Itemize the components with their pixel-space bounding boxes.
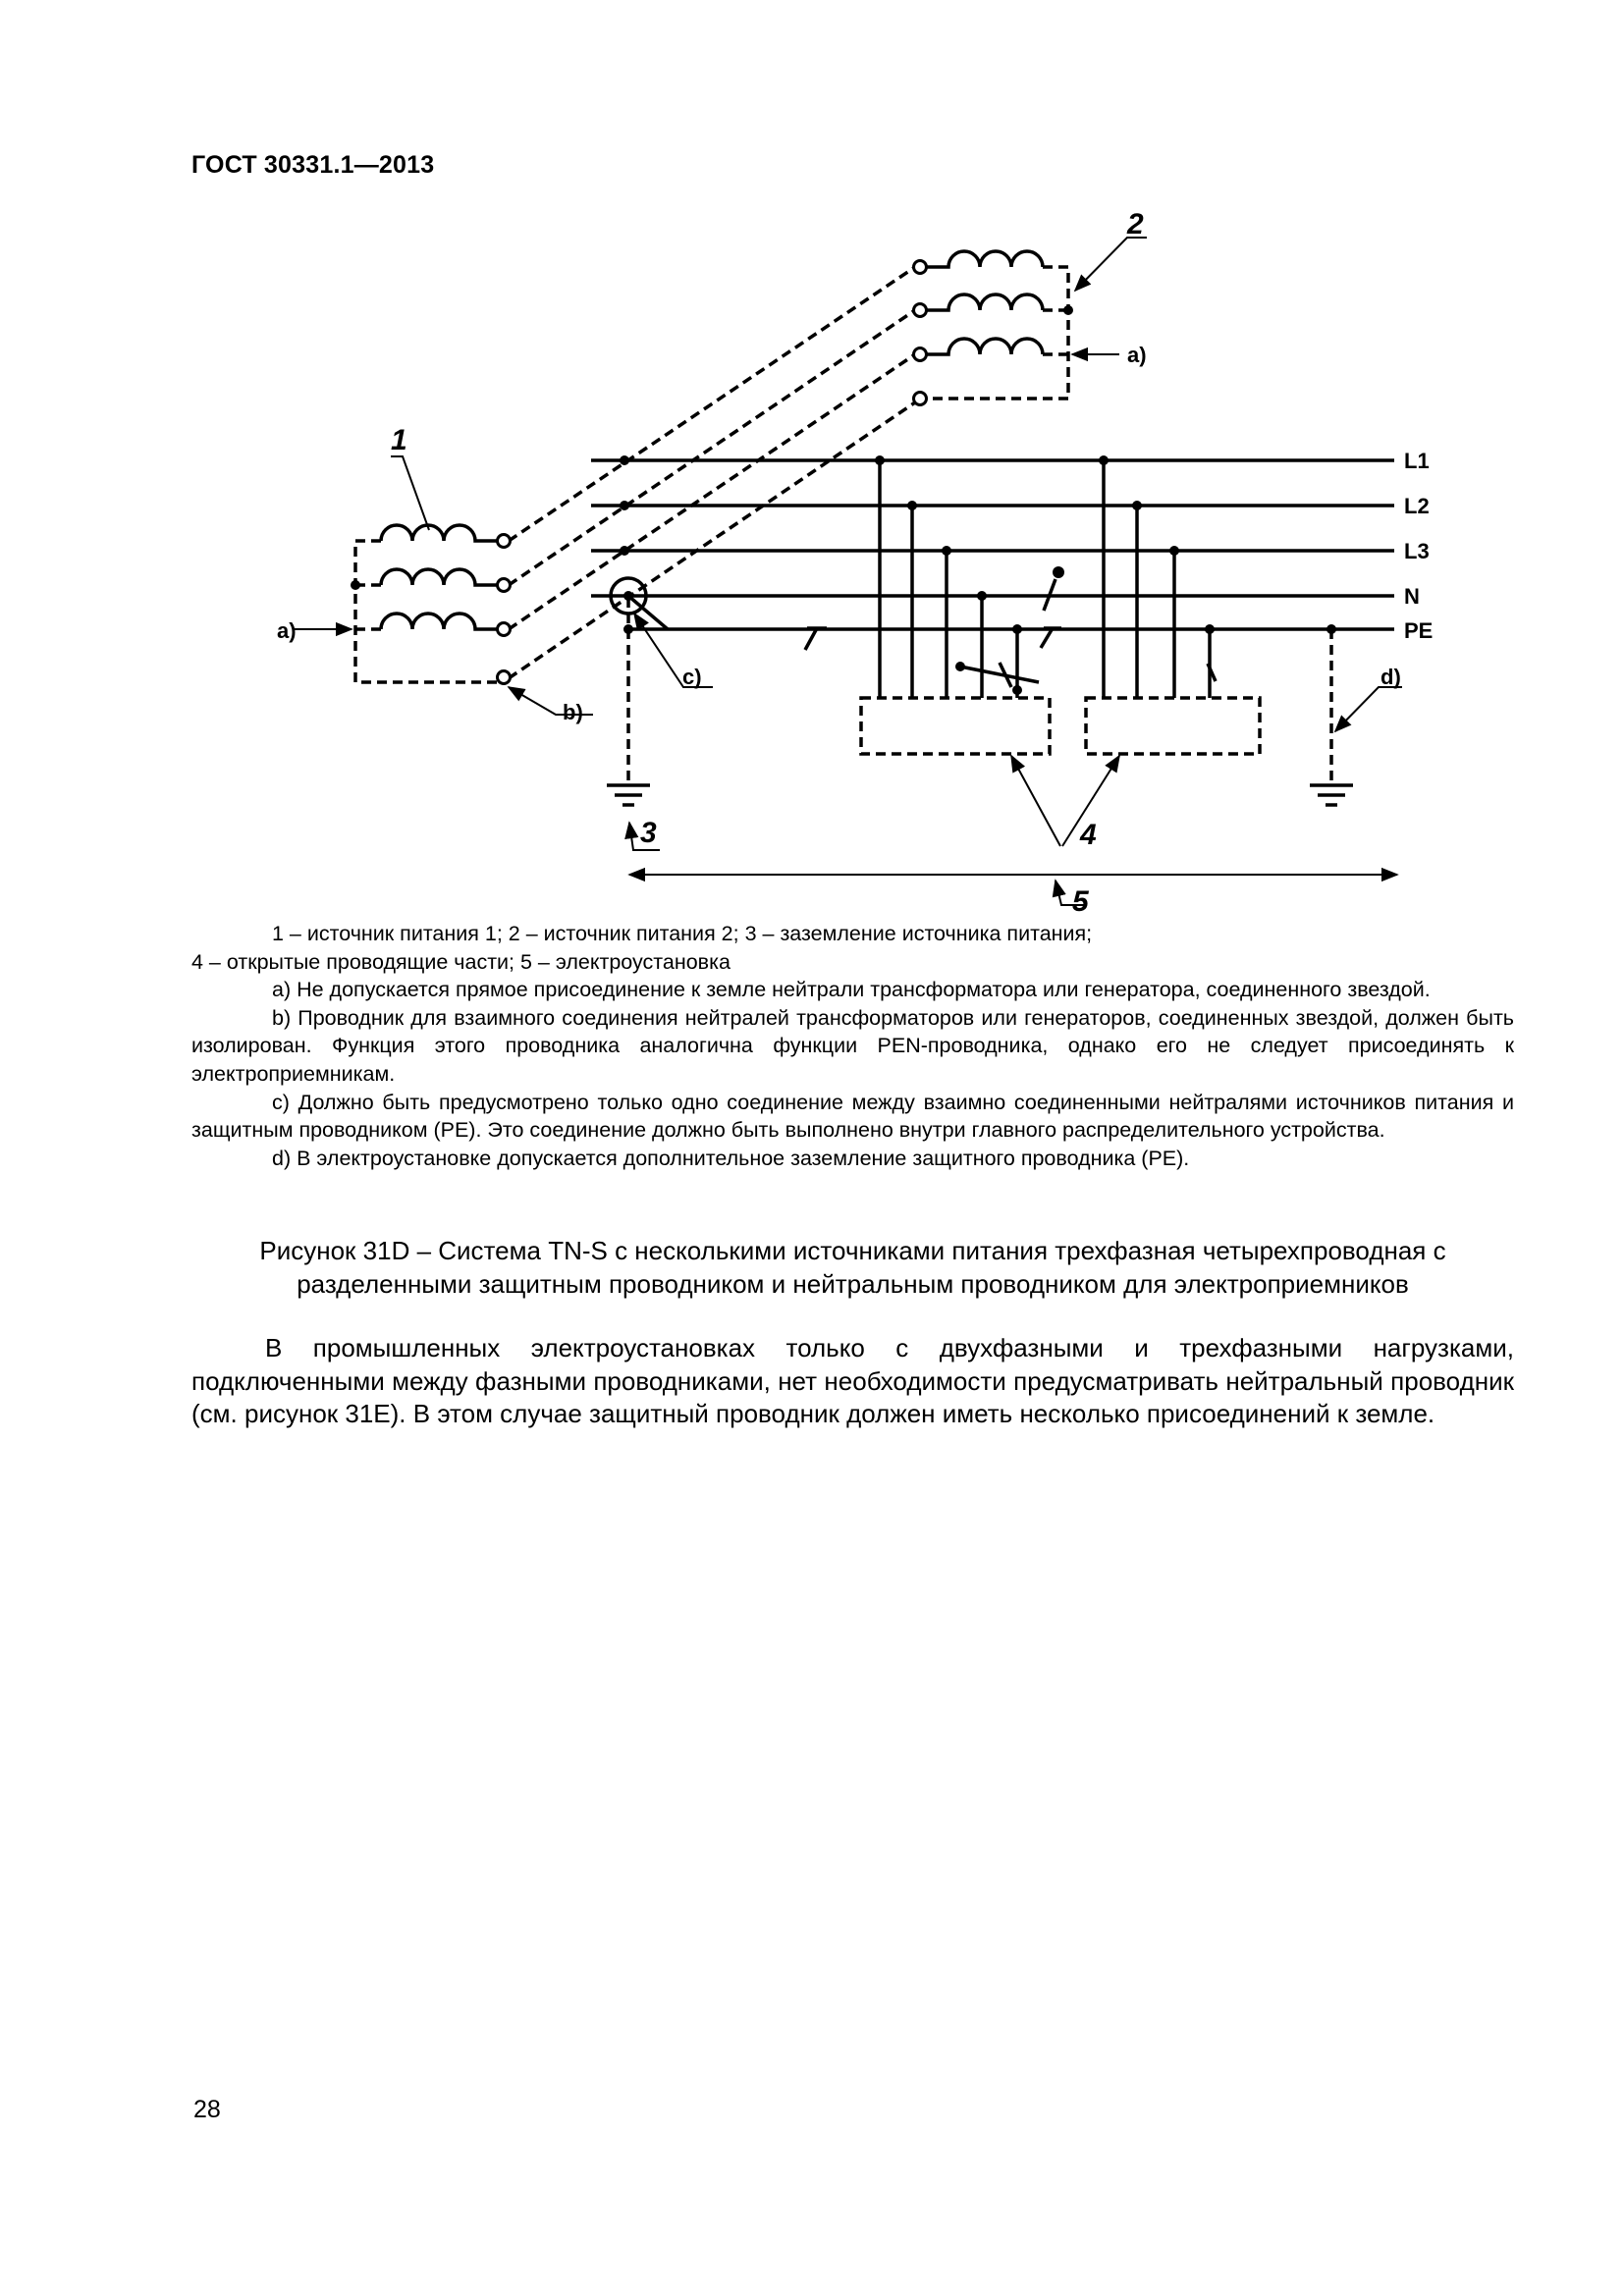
note-d: d) В электроустановке допускается дополнительное заземление защитного проводника (PE).: [272, 1146, 1190, 1170]
callout-3: 3: [640, 817, 657, 849]
callout-4: 4: [1080, 819, 1097, 851]
callout-b: b): [563, 700, 583, 724]
body-text: [191, 1332, 1514, 1431]
tn-s-system-diagram: [0, 0, 1624, 942]
body-paragraph: В промышленных электроустановках только с двухфазными и трехфазными нагрузками, подключенными между фазными проводниками, нет необходимости предусматривать нейтральный проводник (см. рисунок 31E). В этом случае защитный проводник должен иметь несколько присоединений к земле.: [191, 1333, 1514, 1428]
interconnect-l1: [509, 267, 915, 541]
bus-label-pe: PE: [1404, 618, 1434, 643]
interconnect-neutral: [509, 402, 915, 678]
caption-line-1: Рисунок 31D – Система TN-S с несколькими источниками питания трехфазная четырехпроводная с: [259, 1236, 1446, 1265]
exposed-part-2: [1086, 698, 1260, 754]
bus-label-l3: L3: [1404, 539, 1430, 563]
bus-label-l2: L2: [1404, 494, 1430, 518]
callout-c: c): [682, 665, 702, 689]
callout-a-left: a): [277, 618, 297, 643]
source-2-coil-1: [925, 251, 1043, 267]
source-1-coil-1: [381, 525, 499, 541]
legend-line-2: 4 – открытые проводящие части; 5 – электроустановка: [191, 949, 731, 974]
source-1-coil-3: [381, 614, 499, 629]
callout-d: d): [1380, 665, 1401, 689]
note-c: c) Должно быть предусмотрено только одно соединение между взаимно соединенными нейтралями источников питания и защитным проводником (PE). Это соединение должно быть выполнено внутри главного распределительного устройства.: [191, 1090, 1514, 1143]
page-number: 28: [193, 2096, 221, 2123]
callout-2: 2: [1127, 208, 1144, 240]
interconnect-l2: [509, 310, 915, 585]
note-a: а) Не допускается прямое присоединение к земле нейтрали трансформатора или генератора, соединенного звездой.: [272, 978, 1431, 1002]
note-b: b) Проводник для взаимного соединения нейтралей трансформаторов или генераторов, соединенных звездой, должен быть изолирован. Функция этого проводника аналогична функции PEN-проводника, однако его не следует присоединять к электроприемникам.: [191, 1005, 1514, 1086]
source-1-coil-2: [381, 569, 499, 585]
exposed-part-1: [861, 698, 1050, 754]
callout-a-right: a): [1127, 343, 1147, 367]
source-2-star-connection: [1043, 267, 1068, 399]
figure-legend: [191, 920, 1514, 1172]
bus-label-n: N: [1404, 584, 1420, 609]
callout-1: 1: [391, 424, 407, 456]
caption-line-2: разделенными защитным проводником и нейтральным проводником для электроприемников: [297, 1269, 1409, 1299]
source-2-coil-2: [925, 294, 1043, 310]
source-2-coil-3: [925, 339, 1043, 354]
figure-caption: [191, 1234, 1514, 1301]
interconnect-l3: [509, 354, 915, 629]
bus-label-l1: L1: [1404, 449, 1430, 473]
source-1-star-connection: [355, 541, 499, 682]
document-header: ГОСТ 30331.1—2013: [191, 151, 435, 179]
legend-line-1: 1 – источник питания 1; 2 – источник питания 2; 3 – заземление источника питания;: [272, 922, 1093, 945]
callout-5: 5: [1072, 885, 1089, 918]
